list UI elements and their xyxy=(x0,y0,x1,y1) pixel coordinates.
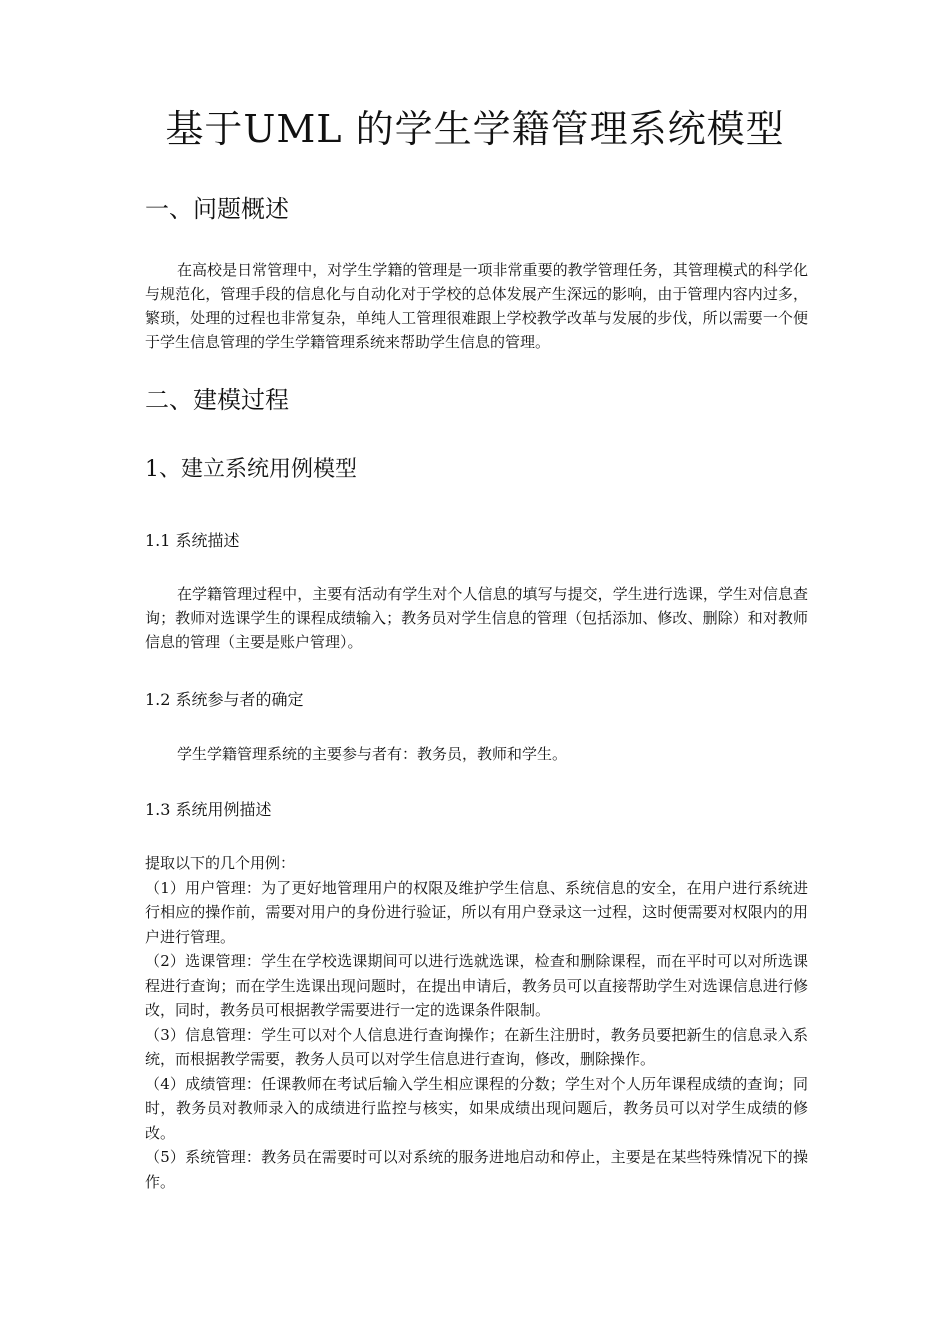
use-case-item-system-management: （5）系统管理：教务员在需要时可以对系统的服务进地启动和停止，主要是在某些特殊情况下的操作。 xyxy=(145,1148,808,1191)
subsection-heading-use-case-model: 1、建立系统用例模型 xyxy=(145,457,357,482)
use-case-item-course-selection: （2）选课管理：学生在学校选课期间可以进行选就选课，检查和删除课程，而在平时可以对所选课程进行查询；而在学生选课出现问题时，在提出申请后，教务员可以直接帮助学生对选课信息进行修改，同时，教务员可根据教学需要进行一定的选课条件限制。 xyxy=(145,952,808,1019)
use-case-item-user-management: （1）用户管理：为了更好地管理用户的权限及维护学生信息、系统信息的安全，在用户进行系统进行相应的操作前，需要对用户的身份进行验证，所以有用户登录这一过程，这时便需要对权限内的用户进行管理。 xyxy=(145,878,808,946)
use-case-list xyxy=(145,851,808,1194)
section-heading-modeling-process: 二、建模过程 xyxy=(145,386,289,414)
problem-overview-paragraph: 在高校是日常管理中，对学生学籍的管理是一项非常重要的教学管理任务，其管理模式的科学化与规范化，管理手段的信息化与自动化对于学校的总体发展产生深远的影响，由于管理内容内过多，繁琐，处理的过程也非常复杂，单纯人工管理很难跟上学校教学改革与发展的步伐，所以需要一个便于学生信息管理的学生学籍管理系统来帮助学生信息的管理。 xyxy=(145,261,808,351)
use-case-item-info-management: （3）信息管理：学生可以对个人信息进行查询操作；在新生注册时，教务员要把新生的信息录入系统，而根据教学需要，教务人员可以对学生信息进行查询，修改，删除操作。 xyxy=(145,1025,808,1068)
participants-paragraph: 学生学籍管理系统的主要参与者有：教务员，教师和学生。 xyxy=(177,745,568,763)
use-case-item-grade-management: （4）成绩管理：任课教师在考试后输入学生相应课程的分数；学生对个人历年课程成绩的查询；同时，教务员对教师录入的成绩进行监控与核实，如果成绩出现问题后，教务员可以对学生成绩的修改。 xyxy=(145,1074,808,1142)
subsection-heading-participants: 1.2 系统参与者的确定 xyxy=(145,690,304,709)
use-case-intro: 提取以下的几个用例： xyxy=(145,854,296,872)
subsection-heading-system-description: 1.1 系统描述 xyxy=(145,531,240,550)
section-heading-problem-overview: 一、问题概述 xyxy=(145,195,289,223)
subsection-heading-use-case-description: 1.3 系统用例描述 xyxy=(145,800,272,819)
document-title: 基于UML 的学生学籍管理系统模型 xyxy=(165,107,785,151)
system-description-paragraph: 在学籍管理过程中，主要有活动有学生对个人信息的填写与提交，学生进行选课，学生对信息查询；教师对选课学生的课程成绩输入；教务员对学生信息的管理（包括添加、修改、删除）和对教师信息的管理（主要是账户管理）。 xyxy=(145,585,808,651)
